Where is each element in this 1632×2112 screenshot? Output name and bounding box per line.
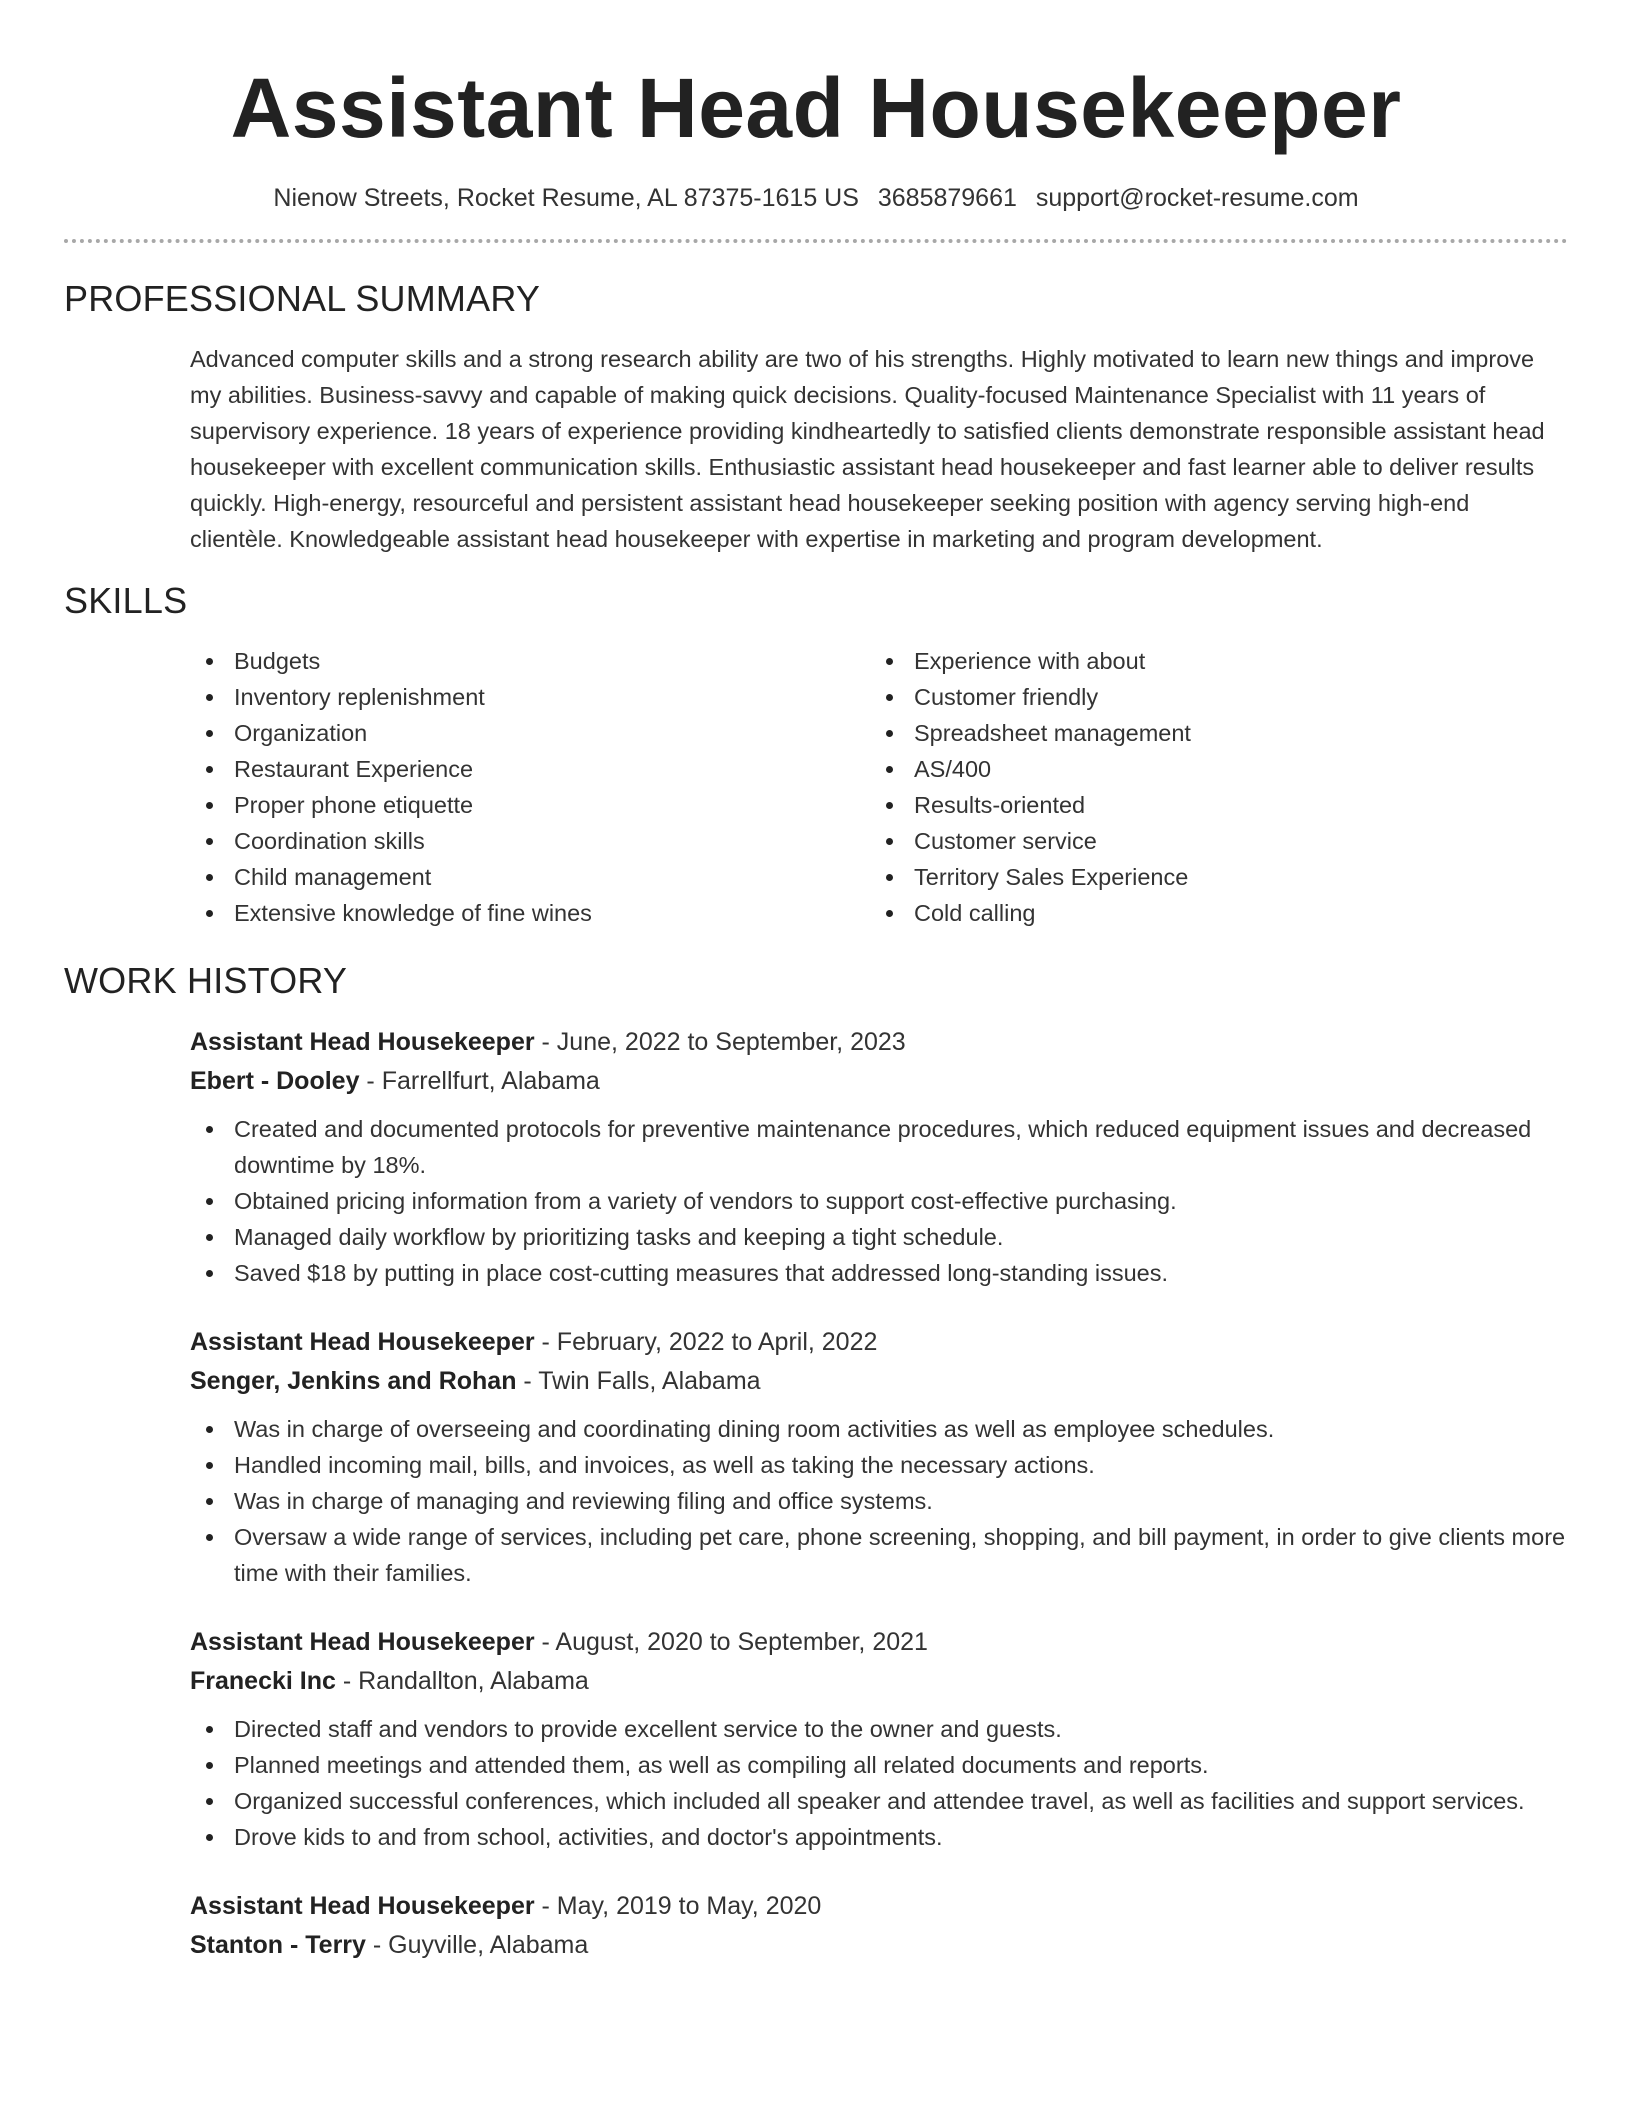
job-role: Assistant Head Housekeeper bbox=[190, 1628, 535, 1656]
skill-item: Customer friendly bbox=[870, 679, 1550, 715]
contact-address: Nienow Streets, Rocket Resume, AL 87375-1615 US bbox=[273, 184, 859, 212]
job-bullets bbox=[190, 1111, 1568, 1291]
job-location: - Farrellfurt, Alabama bbox=[359, 1067, 600, 1095]
job-entry bbox=[190, 1323, 1568, 1591]
job-entry bbox=[190, 1623, 1568, 1855]
skill-item: Coordination skills bbox=[190, 823, 870, 859]
skill-item: Territory Sales Experience bbox=[870, 859, 1550, 895]
skill-item: Child management bbox=[190, 859, 870, 895]
job-bullet: Oversaw a wide range of services, including pet care, phone screening, shopping, and bill payment, in order to give clients more time with their families. bbox=[190, 1519, 1568, 1591]
job-company-line bbox=[190, 1362, 1568, 1401]
skills-column-left bbox=[190, 643, 870, 931]
job-company: Stanton - Terry bbox=[190, 1931, 366, 1959]
job-dates: - February, 2022 to April, 2022 bbox=[534, 1328, 878, 1356]
skill-item: Experience with about bbox=[870, 643, 1550, 679]
job-title-line bbox=[190, 1887, 1568, 1926]
work-history-section bbox=[64, 959, 1568, 1965]
skill-item: Budgets bbox=[190, 643, 870, 679]
skill-item: Extensive knowledge of fine wines bbox=[190, 895, 870, 931]
skill-item: Spreadsheet management bbox=[870, 715, 1550, 751]
job-company: Franecki Inc bbox=[190, 1667, 336, 1695]
job-role: Assistant Head Housekeeper bbox=[190, 1028, 535, 1056]
job-company-line bbox=[190, 1062, 1568, 1101]
summary-text: Advanced computer skills and a strong research ability are two of his strengths. Highly motivated to learn new things and improve my abilities. Business-savvy and capable of making quick decisions. Quality-focused Maintenance Specialist with 11 years of supervisory experience. 18 years of experience providing kindheartedly to satisfied clients demonstrate responsible assistant head housekeeper with excellent communication skills. Enthusiastic assistant head housekeeper and fast learner able to deliver results quickly. High-energy, resourceful and persistent assistant head housekeeper seeking position with agency serving high-end clientèle. Knowledgeable assistant head housekeeper with expertise in marketing and program development. bbox=[190, 346, 1545, 552]
resume-page bbox=[64, 0, 1568, 1965]
job-bullet: Directed staff and vendors to provide excellent service to the owner and guests. bbox=[190, 1711, 1568, 1747]
job-location: - Twin Falls, Alabama bbox=[516, 1367, 761, 1395]
job-role: Assistant Head Housekeeper bbox=[190, 1892, 535, 1920]
skills-column-right bbox=[870, 643, 1550, 931]
job-company: Senger, Jenkins and Rohan bbox=[190, 1367, 517, 1395]
job-bullet: Planned meetings and attended them, as well as compiling all related documents and reports. bbox=[190, 1747, 1568, 1783]
job-entry bbox=[190, 1887, 1568, 1965]
job-entry bbox=[190, 1023, 1568, 1291]
skills-heading: SKILLS bbox=[64, 580, 188, 621]
job-location: - Randallton, Alabama bbox=[335, 1667, 589, 1695]
job-title-line bbox=[190, 1623, 1568, 1662]
job-bullet: Saved $18 by putting in place cost-cutting measures that addressed long-standing issues. bbox=[190, 1255, 1568, 1291]
job-bullet: Was in charge of overseeing and coordinating dining room activities as well as employee schedules. bbox=[190, 1411, 1568, 1447]
job-company-line bbox=[190, 1926, 1568, 1965]
job-dates: - May, 2019 to May, 2020 bbox=[534, 1892, 822, 1920]
contact-email: support@rocket-resume.com bbox=[1035, 184, 1359, 212]
skill-item: Organization bbox=[190, 715, 870, 751]
skill-item: Restaurant Experience bbox=[190, 751, 870, 787]
job-bullets bbox=[190, 1711, 1568, 1855]
skills-grid bbox=[190, 643, 1568, 931]
work-history-heading: WORK HISTORY bbox=[64, 960, 348, 1001]
contact-phone: 3685879661 bbox=[877, 184, 1017, 212]
job-location: - Guyville, Alabama bbox=[365, 1931, 589, 1959]
job-bullet: Managed daily workflow by prioritizing tasks and keeping a tight schedule. bbox=[190, 1219, 1568, 1255]
skills-list-right bbox=[870, 643, 1550, 931]
skills-list-left bbox=[190, 643, 870, 931]
job-bullet: Obtained pricing information from a variety of vendors to support cost-effective purchasing. bbox=[190, 1183, 1568, 1219]
job-title-line bbox=[190, 1323, 1568, 1362]
skill-item: Results-oriented bbox=[870, 787, 1550, 823]
skill-item: Inventory replenishment bbox=[190, 679, 870, 715]
resume-name: Assistant Head Housekeeper bbox=[230, 61, 1402, 155]
job-bullet: Organized successful conferences, which included all speaker and attendee travel, as well as facilities and support services. bbox=[190, 1783, 1568, 1819]
skill-item: Proper phone etiquette bbox=[190, 787, 870, 823]
professional-summary-section bbox=[64, 277, 1568, 557]
job-bullets bbox=[190, 1411, 1568, 1591]
job-dates: - August, 2020 to September, 2021 bbox=[534, 1628, 928, 1656]
contact-line bbox=[64, 182, 1568, 214]
job-bullet: Was in charge of managing and reviewing filing and office systems. bbox=[190, 1483, 1568, 1519]
skill-item: Cold calling bbox=[870, 895, 1550, 931]
skill-item: AS/400 bbox=[870, 751, 1550, 787]
job-bullet: Handled incoming mail, bills, and invoices, as well as taking the necessary actions. bbox=[190, 1447, 1568, 1483]
header-divider bbox=[64, 239, 1568, 243]
job-dates: - June, 2022 to September, 2023 bbox=[534, 1028, 906, 1056]
summary-heading: PROFESSIONAL SUMMARY bbox=[64, 278, 541, 319]
job-bullet: Drove kids to and from school, activities, and doctor's appointments. bbox=[190, 1819, 1568, 1855]
skill-item: Customer service bbox=[870, 823, 1550, 859]
skills-section bbox=[64, 579, 1568, 931]
job-bullet: Created and documented protocols for preventive maintenance procedures, which reduced equipment issues and decreased downtime by 18%. bbox=[190, 1111, 1568, 1183]
job-company-line bbox=[190, 1662, 1568, 1701]
job-company: Ebert - Dooley bbox=[190, 1067, 360, 1095]
job-role: Assistant Head Housekeeper bbox=[190, 1328, 535, 1356]
job-title-line bbox=[190, 1023, 1568, 1062]
